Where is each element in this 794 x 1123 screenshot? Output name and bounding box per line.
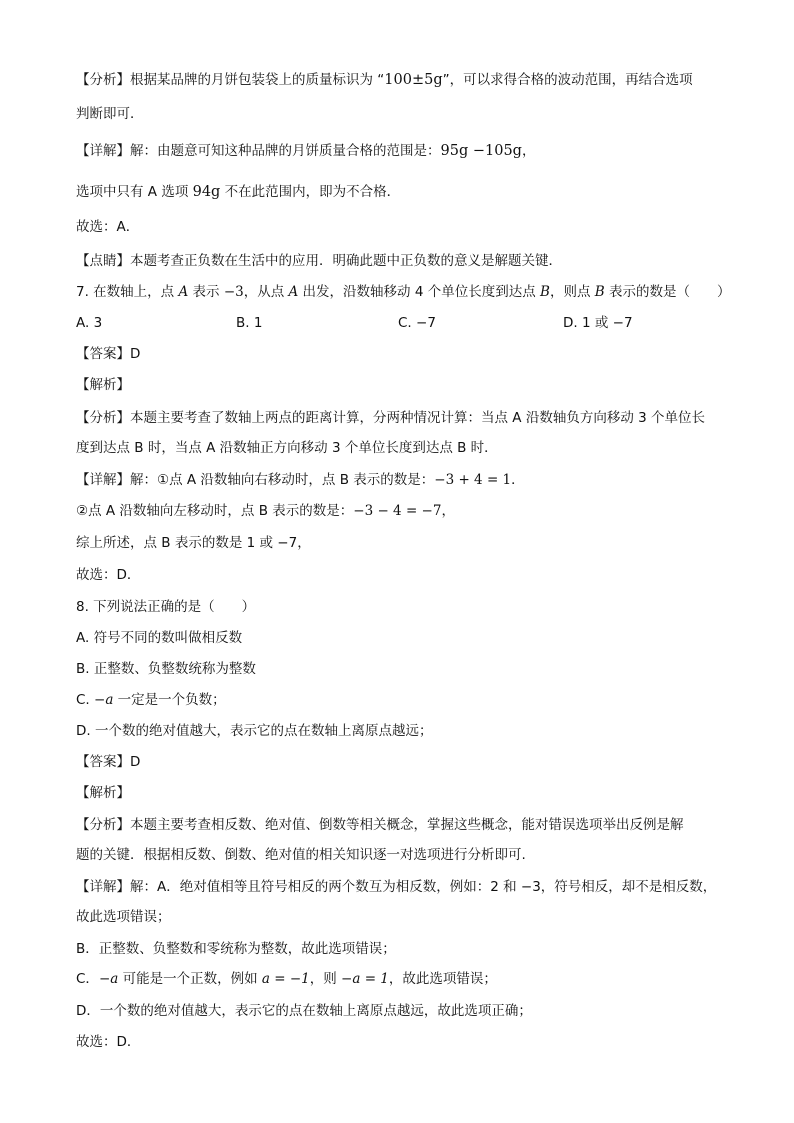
text: 【详解】解：①点 A 沿数轴向右移动时，点 B 表示的数是： (76, 472, 435, 488)
text: 【分析】根据某品牌的月饼包装袋上的质量标识为 “ (76, 72, 385, 88)
text: 一定是一个负数； (113, 692, 226, 708)
text: 表示的数是（ ） (604, 284, 731, 300)
q7-analysis-line1: 【分析】本题主要考查了数轴上两点的距离计算，分两种情况计算：当点 A 沿数轴负方向移动 3 个单位长 (76, 410, 705, 426)
formula: 100±5g (384, 72, 443, 88)
var: B (594, 284, 605, 300)
q7-jiexi: 【解析】 (76, 377, 130, 393)
text: 表示 (188, 284, 224, 300)
formula: a = −1 (261, 971, 310, 987)
q7-stem (76, 282, 730, 302)
q6-choose: 故选：A． (76, 219, 140, 235)
q8-stem: 8. 下列说法正确的是（ ） (76, 599, 256, 615)
q8-option-c (76, 690, 226, 710)
q6-analysis-line1 (76, 70, 693, 90)
formula: 94g (192, 184, 221, 200)
text: C． (76, 971, 99, 987)
q6-detail-line2 (76, 182, 400, 202)
text: ，则点 (549, 284, 595, 300)
text: 选项中只有 A 选项 (76, 184, 193, 200)
q8-analysis-line1: 【分析】本题主要考查相反数、绝对值、倒数等相关概念，掌握这些概念，能对错误选项举出反例是解 (76, 817, 684, 833)
q8-option-d: D. 一个数的绝对值越大，表示它的点在数轴上离原点越远； (76, 723, 433, 739)
q7-option-a: A. 3 (76, 315, 103, 331)
var: A (178, 284, 189, 300)
q7-detail-line2 (76, 501, 455, 521)
q7-detail-line1 (76, 470, 525, 490)
text: 出发，沿数轴移动 4 个单位长度到达点 (298, 284, 541, 300)
q6-comment: 【点睛】本题考查正负数在生活中的应用．明确此题中正负数的意义是解题关键． (76, 253, 562, 269)
q7-option-b: B. 1 (236, 315, 263, 331)
q7-option-d: D. 1 或 −7 (563, 315, 633, 331)
q8-choose: 故选：D． (76, 1034, 141, 1050)
text: ，从点 (243, 284, 289, 300)
q8-detail-b: B．正整数、负整数和零统称为整数，故此选项错误； (76, 941, 396, 957)
q7-answer: 【答案】D (76, 346, 141, 362)
formula: −a (94, 692, 114, 708)
text: ②点 A 沿数轴向左移动时，点 B 表示的数是： (76, 503, 354, 519)
text: ”，可以求得合格的波动范围，再结合选项 (442, 72, 693, 88)
formula: −a = 1 (341, 971, 389, 987)
text: 7. 在数轴上，点 (76, 284, 179, 300)
q7-analysis-line2: 度到达点 B 时，当点 A 沿数轴正方向移动 3 个单位长度到达点 B 时． (76, 440, 498, 456)
q6-analysis-line2: 判断即可． (76, 106, 144, 122)
q7-option-c: C. −7 (398, 315, 436, 331)
q8-option-b: B. 正整数、负整数统称为整数 (76, 661, 256, 677)
q8-detail-line2: 故此选项错误； (76, 909, 171, 925)
formula: −3 + 4 = 1 (434, 472, 512, 488)
formula: −3 − 4 = −7 (353, 503, 442, 519)
q8-detail-d: D．一个数的绝对值越大，表示它的点在数轴上离原点越远，故此选项正确； (76, 1003, 532, 1019)
var: B (540, 284, 550, 300)
q8-detail-line1: 【详解】解：A．绝对值相等且符号相反的两个数互为相反数，例如：2 和 −3，符号相反，却不是相反数， (76, 879, 717, 895)
var: A (288, 284, 299, 300)
text: ，故此选项错误； (388, 971, 497, 987)
formula: −a (98, 971, 119, 987)
text: 不在此范围内，即为不合格． (220, 184, 401, 200)
text: 【详解】解：由题意可知这种品牌的月饼质量合格的范围是： (76, 143, 441, 159)
q8-answer: 【答案】D (76, 754, 141, 770)
text: ， (441, 503, 455, 519)
text: C. (76, 692, 95, 708)
q8-analysis-line2: 题的关键．根据相反数、倒数、绝对值的相关知识逐一对选项进行分析即可. (76, 847, 526, 863)
q7-choose: 故选：D． (76, 567, 141, 583)
text: ，则 (309, 971, 342, 987)
q7-summary: 综上所述，点 B 表示的数是 1 或 −7， (76, 535, 311, 551)
text: ， (521, 143, 536, 159)
q8-jiexi: 【解析】 (76, 785, 130, 801)
formula: 95g −105g (440, 143, 522, 159)
formula: −3 (223, 284, 244, 300)
q6-detail-line1 (76, 141, 535, 161)
text: 可能是一个正数，例如 (118, 971, 262, 987)
q8-option-a: A. 符号不同的数叫做相反数 (76, 630, 243, 646)
q8-detail-c (76, 969, 497, 989)
text: ． (511, 472, 525, 488)
